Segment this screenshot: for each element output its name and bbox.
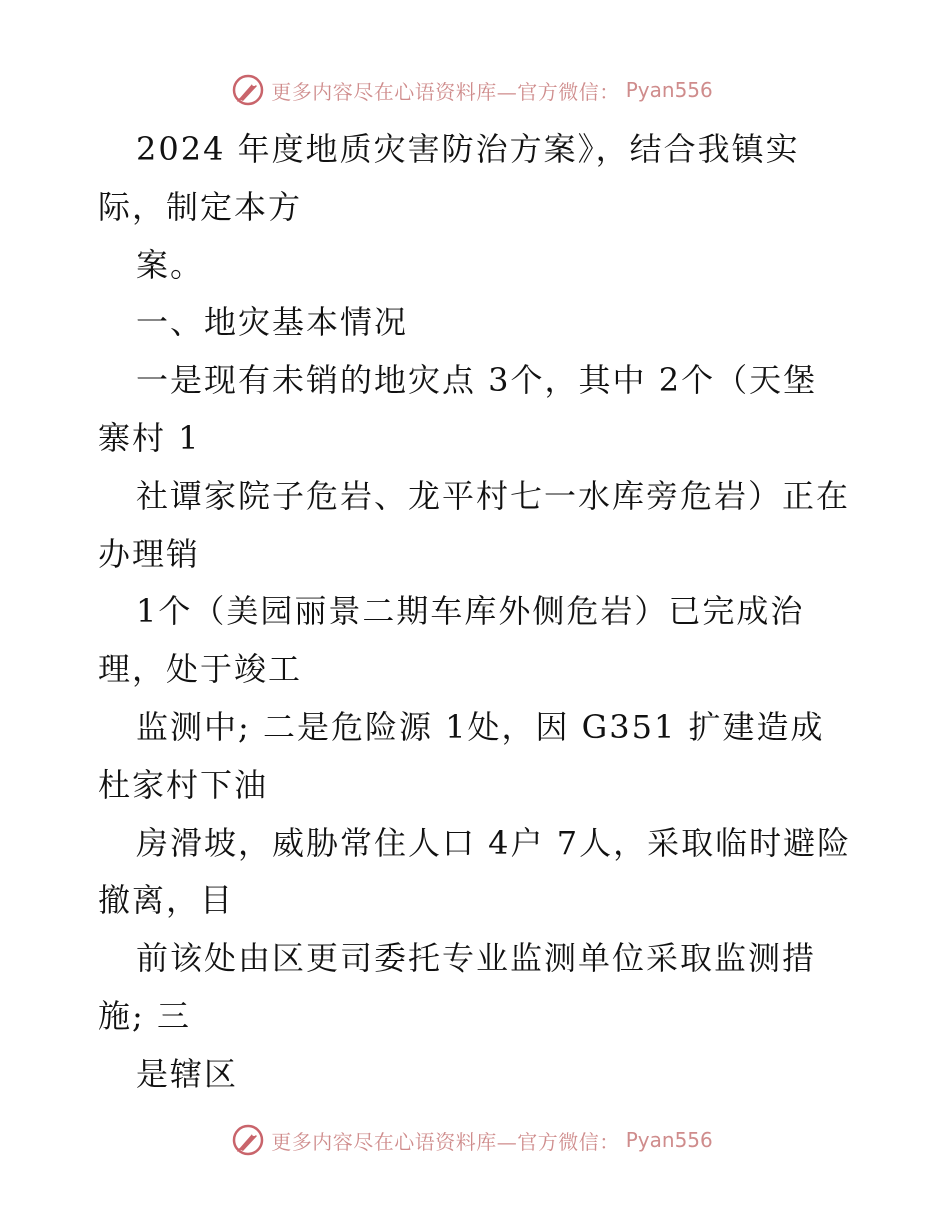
text-line: 杜家村下油	[98, 765, 269, 804]
pen-seal-logo-icon	[231, 73, 265, 107]
text-line: 办理销	[98, 534, 201, 573]
text-line: 一是现有未销的地灾点 3个，其中 2个（天堡	[136, 361, 818, 400]
watermark-group	[231, 73, 713, 107]
text-line: 案。	[136, 245, 205, 284]
text-line: 房滑坡，威胁常住人口 4户 7人，采取临时避险	[136, 823, 852, 862]
watermark-text: 更多内容尽在心语资料库—官方微信：	[271, 79, 620, 104]
text-line: 社谭家院子危岩、龙平村七一水库旁危岩）正在	[136, 476, 851, 515]
text-line: 际，制定本方	[98, 187, 303, 226]
text-line: 施; 三	[98, 996, 191, 1035]
document-body	[98, 121, 868, 1104]
watermark-text: 更多内容尽在心语资料库—官方微信：	[271, 1129, 620, 1154]
pen-seal-logo-icon	[231, 1123, 265, 1157]
text-line: 1个（美园丽景二期车库外侧危岩）已完成治	[136, 592, 805, 631]
text-line: 2024 年度地质灾害防治方案》，结合我镇实	[136, 130, 800, 168]
watermark-wechat-id: Pyan556	[625, 78, 713, 102]
watermark-group	[231, 1123, 713, 1157]
watermark-wechat-id: Pyan556	[625, 1128, 713, 1152]
text-line: 监测中; 二是危险源 1处，因 G351 扩建造成	[136, 707, 825, 746]
text-line: 理，处于竣工	[98, 650, 303, 689]
header-watermark	[0, 70, 950, 110]
text-line: 撤离，目	[98, 881, 235, 920]
footer-watermark	[0, 1120, 950, 1160]
text-line: 前该处由区更司委托专业监测单位采取监测措	[136, 939, 817, 978]
text-line: 寨村 1	[98, 418, 201, 457]
section-heading: 一、地灾基本情况	[136, 303, 409, 342]
text-line: 是辖区	[136, 1054, 239, 1093]
